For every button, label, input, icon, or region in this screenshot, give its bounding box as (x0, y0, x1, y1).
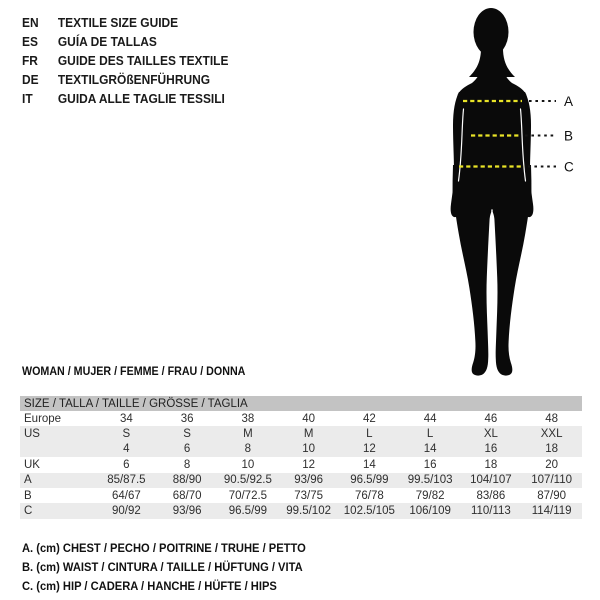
language-line-es (22, 32, 228, 51)
guide-title-text: GUÍA DE TALLAS (57, 34, 157, 49)
measurement-legend (22, 539, 306, 597)
size-cell: 36 (180, 412, 194, 425)
language-code: IT (22, 91, 33, 106)
row-label: C (24, 505, 33, 518)
size-cell: 104/107 (470, 474, 512, 487)
size-cell: L (426, 428, 434, 441)
guide-title-text: GUIDA ALLE TAGLIE TESSILI (57, 91, 225, 106)
size-cell: 110/113 (470, 505, 511, 518)
size-table-header: SIZE / TALLA / TAILLE / GRÖSSE / TAGLIA (24, 397, 248, 410)
size-cell: 46 (484, 412, 498, 425)
leg-gap-line (490, 210, 492, 363)
size-cell: S (183, 428, 191, 441)
size-cell: 38 (241, 412, 255, 425)
size-cell: 96.5/99 (228, 505, 268, 518)
size-cell: 90.5/92.5 (223, 474, 272, 487)
size-cell: 70/72.5 (228, 489, 268, 502)
size-cell: L (366, 428, 373, 441)
table-row (20, 426, 582, 441)
measure-label-b: B (564, 128, 574, 144)
size-cell: M (303, 428, 314, 441)
size-cell: 99.5/103 (407, 474, 453, 487)
measure-labels (564, 94, 574, 175)
size-cell: 18 (545, 443, 559, 456)
silhouette-half-body (451, 65, 493, 376)
guide-title-text: TEXTILGRÖßENFÜHRUNG (57, 72, 211, 87)
size-cell: 8 (244, 443, 252, 456)
table-row (20, 411, 582, 426)
size-cell: 20 (545, 458, 559, 471)
language-title-list (22, 13, 228, 108)
language-code: DE (22, 72, 39, 87)
size-cell: 18 (484, 458, 498, 471)
size-table (20, 396, 582, 519)
size-cell: 68/70 (172, 489, 202, 502)
size-cell: 12 (362, 443, 376, 456)
size-cell: M (243, 428, 253, 441)
size-cell: 4 (123, 443, 130, 456)
size-cell: 107/110 (531, 474, 572, 487)
guide-title-text: GUIDE DES TAILLES TEXTILE (57, 53, 229, 68)
silhouette-half-body-mirror (491, 65, 533, 376)
size-cell: 87/90 (537, 489, 567, 502)
language-code: FR (22, 53, 38, 68)
size-cell: 10 (241, 458, 255, 471)
table-row (20, 473, 582, 488)
size-cell: 42 (362, 412, 376, 425)
size-cell: 12 (302, 458, 316, 471)
language-line-en (22, 13, 228, 32)
language-code: ES (22, 34, 38, 49)
language-code: EN (22, 15, 39, 30)
size-cell: 99.5/102 (286, 505, 331, 518)
size-cell: 16 (423, 458, 437, 471)
size-cell: 83/86 (476, 489, 506, 502)
table-row (20, 503, 582, 518)
language-line-fr (22, 51, 228, 70)
size-cell: 10 (302, 443, 316, 456)
legend-line-b: B. (cm) WAIST / CINTURA / TAILLE / HÜFTUNG / VITA (22, 560, 303, 575)
table-row (20, 442, 582, 457)
size-cell: 6 (183, 443, 191, 456)
size-cell: 88/90 (172, 474, 202, 487)
size-cell: 76/78 (354, 489, 384, 502)
size-cell: 16 (484, 443, 498, 456)
size-cell: 6 (123, 458, 130, 471)
size-cell: 79/82 (415, 489, 445, 502)
row-label: B (24, 489, 32, 502)
measure-label-a: A (564, 94, 574, 109)
woman-silhouette-figure (425, 5, 600, 390)
legend-line-a: A. (cm) CHEST / PECHO / POITRINE / TRUHE / PETTO (22, 541, 306, 555)
size-table-header-row (20, 396, 582, 411)
measure-label-c: C (564, 159, 574, 175)
size-cell: 102.5/105 (343, 505, 395, 518)
size-cell: XXL (540, 428, 563, 441)
language-line-de (22, 70, 228, 89)
size-cell: S (122, 428, 131, 441)
guide-title-text: TEXTILE SIZE GUIDE (57, 15, 179, 30)
size-cell: 34 (119, 412, 133, 425)
table-title: WOMAN / MUJER / FEMME / FRAU / DONNA (22, 366, 246, 378)
row-label: UK (24, 458, 40, 471)
row-label: US (24, 428, 40, 441)
size-cell: 85/87.5 (107, 474, 146, 487)
size-cell: 106/109 (409, 505, 451, 518)
size-cell: 93/96 (172, 505, 202, 518)
row-label: Europe (24, 412, 62, 425)
size-cell: 90/92 (111, 505, 141, 518)
row-label: A (24, 474, 32, 487)
size-cell: 73/75 (294, 489, 324, 502)
legend-line-c: C. (cm) HIP / CADERA / HANCHE / HÜFTE / HIPS (22, 579, 277, 594)
size-cell: 8 (183, 458, 191, 471)
table-row (20, 488, 582, 503)
size-cell: 64/67 (111, 489, 141, 502)
size-cell: 40 (302, 412, 316, 425)
size-cell: 14 (362, 458, 376, 471)
language-line-it (22, 89, 228, 108)
silhouette-svg (425, 5, 600, 390)
size-cell: 96.5/99 (350, 474, 389, 487)
size-cell: 14 (423, 443, 437, 456)
row-label (20, 442, 96, 457)
size-cell: 44 (423, 412, 437, 425)
size-cell: 114/119 (531, 505, 572, 518)
size-cell: XL (483, 428, 498, 441)
table-row (20, 457, 582, 472)
size-cell: 48 (545, 412, 559, 425)
silhouette-leg (453, 165, 493, 376)
size-cell: 93/96 (294, 474, 324, 487)
